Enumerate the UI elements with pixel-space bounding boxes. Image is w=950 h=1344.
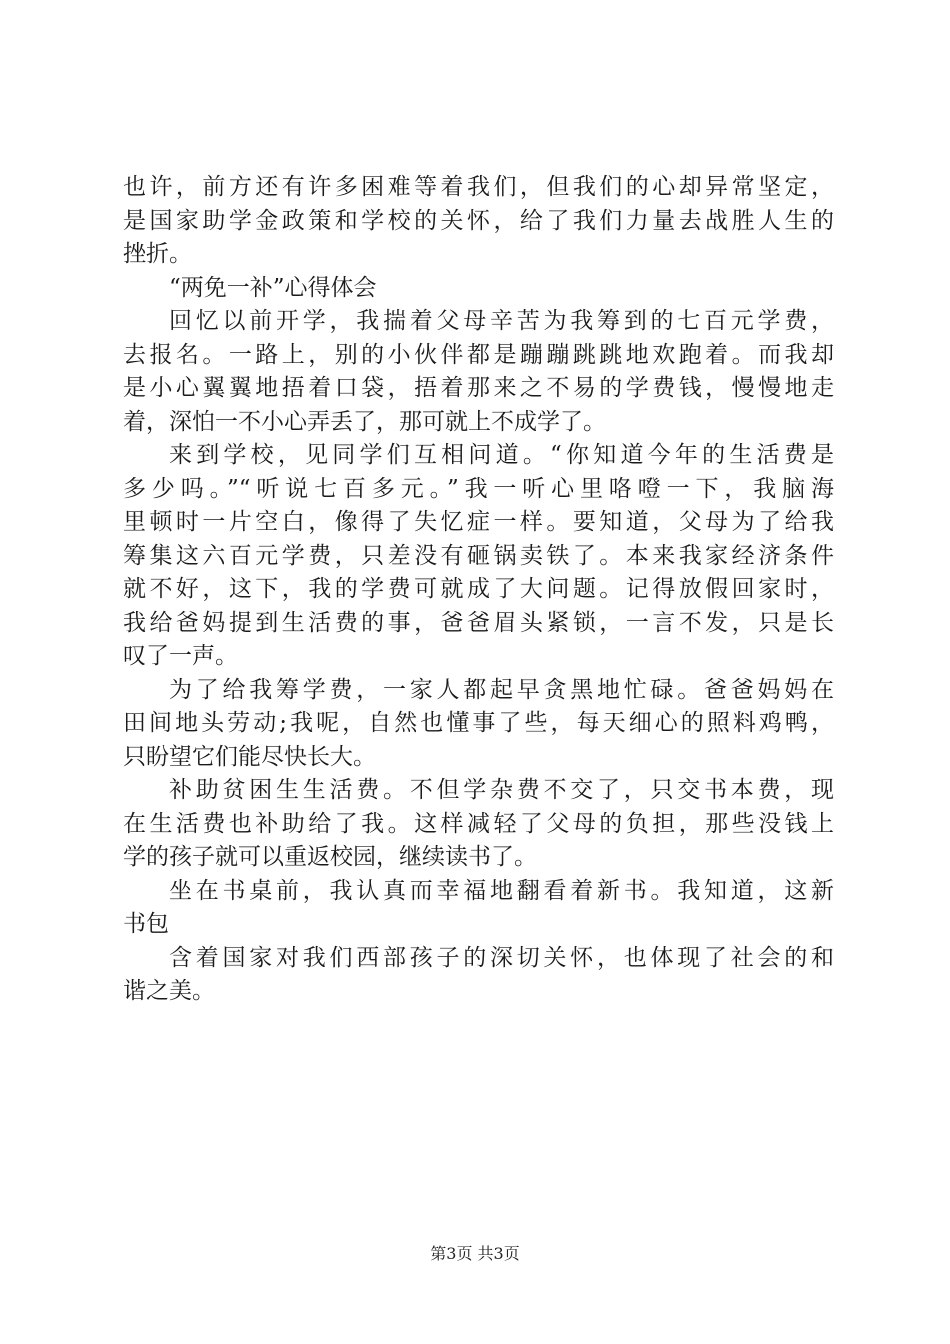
text-line: 多少吗。”“听说七百多元。”我一听心里咯噔一下，我脑海 <box>123 475 834 502</box>
document-body <box>123 171 834 1009</box>
text-line: 就不好，这下，我的学费可就成了大问题。记得放假回家时， <box>123 576 834 602</box>
text-line: 补助贫困生生活费。不但学杂费不交了，只交书本费，现 <box>169 777 834 803</box>
text-line: 为了给我筹学费，一家人都起早贪黑地忙碌。爸爸妈妈在 <box>169 676 834 703</box>
text-line: 着，深怕一不小心弄丢了，那可就上不成学了。 <box>123 408 606 435</box>
page-footer: 第3页 共3页 <box>430 1244 520 1263</box>
text-line: 来到学校，见同学们互相问道。“你知道今年的生活费是 <box>169 442 834 468</box>
text-line: 筹集这六百元学费，只差没有砸锅卖铁了。本来我家经济条件 <box>123 542 834 569</box>
text-line: 书包 <box>123 911 169 937</box>
text-line: 去报名。一路上，别的小伙伴都是蹦蹦跳跳地欢跑着。而我却 <box>123 341 834 368</box>
text-line: 田间地头劳动;我呢，自然也懂事了些，每天细心的照料鸡鸭， <box>123 710 834 736</box>
text-line: 我给爸妈提到生活费的事，爸爸眉头紧锁，一言不发，只是长 <box>123 609 834 636</box>
text-line: 里顿时一片空白，像得了失忆症一样。要知道，父母为了给我 <box>123 509 834 535</box>
text-line: 叹了一声。 <box>123 643 238 669</box>
text-line: 坐在书桌前，我认真而幸福地翻看着新书。我知道，这新 <box>169 877 834 904</box>
text-line: “两免一补”心得体会 <box>169 274 377 301</box>
text-line: 只盼望它们能尽快长大。 <box>123 743 376 770</box>
text-line: 含着国家对我们西部孩子的深切关怀，也体现了社会的和 <box>169 944 834 971</box>
text-line: 学的孩子就可以重返校园，继续读书了。 <box>123 844 537 870</box>
text-line: 回忆以前开学，我揣着父母辛苦为我筹到的七百元学费， <box>169 308 834 334</box>
text-line: 谐之美。 <box>123 978 215 1004</box>
text-line: 是国家助学金政策和学校的关怀，给了我们力量去战胜人生的 <box>123 207 834 234</box>
text-line: 挫折。 <box>123 241 192 267</box>
text-line: 也许，前方还有许多困难等着我们，但我们的心却异常坚定， <box>123 174 834 200</box>
text-line: 在生活费也补助给了我。这样减轻了父母的负担，那些没钱上 <box>123 810 834 837</box>
text-line: 是小心翼翼地捂着口袋，捂着那来之不易的学费钱，慢慢地走 <box>123 375 834 401</box>
